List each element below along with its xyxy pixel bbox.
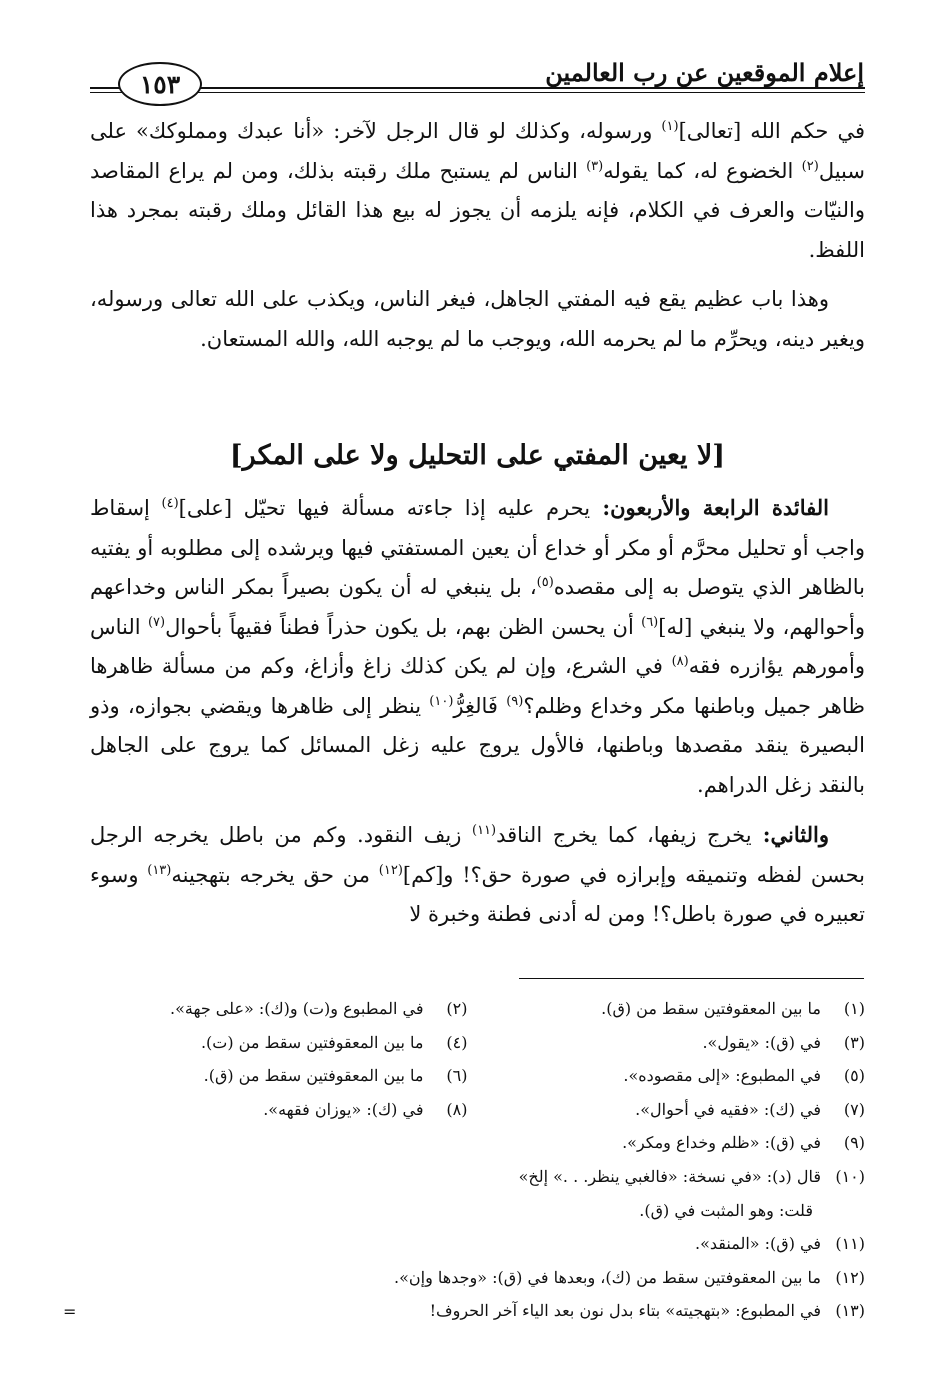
footnote-text: قال (د): «في نسخة: «فالغبي ينظر. . .» إلخ» (518, 1166, 821, 1186)
footnote (468, 992, 866, 1026)
footnote-number: (١٣) (835, 1301, 865, 1321)
footnote-text: ما بين المعقوفتين سقط من (ك)، وبعدها في (ق): «وجدها وإن». (394, 1267, 821, 1287)
header-rule (90, 87, 865, 93)
text-run: ينظر إلى ظاهرها ويقضي بجوازه، وذو البصيرة ينقد مقصدها وباطنها، فالأول يروج عليه زغل المسائل كما يروج على الجاهل بالنقد زغل الدراهم. (90, 693, 865, 797)
lead-phrase: الفائدة الرابعة والأربعون: (590, 495, 829, 520)
text-run: ورسوله، وكذلك لو قال الرجل لآخر: «أنا عبدك ومملوكك» على سبيل (90, 119, 865, 183)
main-text-top (90, 112, 865, 359)
footnote-marker: (٦) (641, 614, 659, 630)
footnote-separator (519, 978, 864, 979)
paragraph (90, 280, 865, 359)
footnote-row (70, 992, 865, 1026)
margin-mark: = (63, 1302, 77, 1321)
footnote-number: (١) (843, 999, 865, 1018)
text-run: إسقاط واجب أو تحليل محرَّم أو مكر أو خداع أن يعين المستفتي فيها ويرشده إلى مطلوبه أو يفتيه بالظاهر الذي يتوصل به إلى مقصده (90, 496, 865, 599)
footnote-text: في (ق): «المنقد». (695, 1234, 821, 1254)
footnote-marker: (٢) (801, 158, 819, 174)
footnote-number: (٩) (843, 1133, 865, 1153)
section-heading: [لا يعين المفتي على التحليل ولا على المكر] (229, 440, 726, 471)
footnote-row (70, 1059, 865, 1093)
footnote-number: (٦) (446, 1066, 468, 1086)
footnote (70, 1227, 865, 1261)
footnote-row (70, 1093, 865, 1127)
text-run: وهذا باب عظيم يقع فيه المفتي الجاهل، فيغر الناس، ويكذب على الله تعالى ورسوله، ويغير دينه، ويحرِّم ما لم يحرمه الله، ويوجب ما لم يوجبه الله، والله المستعان. (90, 287, 865, 351)
footnote-marker: (١٣) (147, 862, 172, 878)
footnote (70, 992, 468, 1026)
footnote (70, 1194, 865, 1228)
footnote (70, 1126, 865, 1160)
footnotes (70, 992, 865, 1328)
footnote-text: في (ق): «يقول». (702, 1032, 821, 1052)
footnote-number: (٥) (843, 1066, 865, 1086)
footnote (468, 1059, 866, 1093)
text-run: وسوء تعبيره في صورة باطل؟! ومن له أدنى فطنة وخبرة لا (90, 862, 865, 926)
running-header-title: إعلام الموقعين عن رب العالمين (545, 58, 864, 87)
footnote-number: (٢) (446, 999, 468, 1018)
paragraph (90, 488, 865, 805)
footnote-number: (١٢) (835, 1267, 865, 1287)
paragraph (90, 112, 865, 270)
footnote (70, 1026, 468, 1060)
text-run: ، بل ينبغي له أن يكون بصيراً بمكر الناس وخداعهم وأحوالهم، ولا ينبغي [له] (90, 575, 866, 639)
footnote-marker: (٤) (161, 496, 179, 511)
footnote (70, 1294, 865, 1328)
footnote (468, 1026, 866, 1060)
footnote-number: (١٠) (835, 1166, 865, 1186)
footnote-text: ما بين المعقوفتين سقط من (ت). (200, 1032, 424, 1052)
footnote-number: (٤) (446, 1032, 468, 1052)
lead-phrase: والثاني: (751, 822, 829, 847)
footnote-marker: (١٠) (429, 693, 454, 709)
footnote-marker: (٨) (671, 654, 689, 669)
footnote-marker: (١٢) (378, 862, 403, 878)
text-run: يخرج زيفها، كما يخرج الناقد (496, 823, 752, 847)
text-run: الناس لم يستبح ملك رقبته بذلك، ومن لم يراع المقاصد والنيّات والعرف في الكلام، فإنه يلزمه أن يجوز له بيع هذا القائل وملك رقبته بمجرد هذا اللفظ. (90, 158, 865, 262)
footnote-text: في (ك): «يوزان فقهه». (263, 1099, 424, 1119)
footnote-text: في المطبوع: «بتهجيته» بتاء بدل نون بعد الياء آخر الحروف! (429, 1301, 821, 1321)
paragraph (90, 815, 865, 935)
footnote-marker: (٩) (506, 693, 524, 709)
footnote-marker: (١١) (472, 823, 497, 838)
footnote-marker: (٣) (586, 158, 604, 174)
footnote-marker: (٥) (536, 575, 554, 590)
footnote-number: (١١) (835, 1234, 865, 1254)
text-run: فَالغِرُّ (453, 693, 507, 718)
text-run: الناس وأمورهم يؤازره فقه (90, 614, 865, 678)
footnote (70, 1160, 865, 1194)
footnote-number: (٨) (446, 1099, 468, 1119)
footnote-number: (٣) (843, 1032, 865, 1052)
main-text-bottom (90, 488, 865, 935)
footnote-text: في (ق): «ظلم وخداع ومكر». (622, 1133, 821, 1153)
footnote (70, 1093, 468, 1127)
footnote-number: (٧) (843, 1099, 865, 1119)
footnote-text: في (ك): «فقيه في أحوال». (635, 1099, 821, 1119)
footnote (70, 1059, 468, 1093)
footnote-marker: (٧) (147, 614, 166, 630)
text-run: يحرم عليه إذا جاءته مسألة فيها تحيّل [على] (178, 496, 591, 520)
text-run: في الشرع، وإن لم يكن كذلك زاغ وأزاغ، وكم من مسألة ظاهرها ظاهر جميل وباطنها مكر وخداع وظلم؟ (90, 654, 865, 718)
footnote-marker: (١) (661, 119, 679, 134)
page-number-badge: ١٥٣ (118, 62, 202, 106)
footnote (468, 1093, 866, 1127)
text-run: الخضوع له، كما يقوله (603, 158, 802, 183)
footnote (70, 1261, 865, 1295)
text-run: في حكم الله [تعالى] (678, 119, 865, 143)
text-run: أن يحسن الظن بهم، بل يكون حذراً فطناً فقيهاً بأحوال (165, 614, 642, 639)
footnote-text: ما بين المعقوفتين سقط من (ق). (601, 999, 821, 1018)
footnote-text: في المطبوع و(ت) و(ك): «على جهة». (170, 999, 424, 1018)
footnote-text: في المطبوع: «إلى مقصوده». (623, 1066, 821, 1086)
text-run: زيف النقود. وكم من باطل يخرجه الرجل بحسن لفظه وتنميقه وإبرازه في صورة حق؟! و[كم] (90, 823, 866, 887)
footnote-text: ما بين المعقوفتين سقط من (ق). (203, 1066, 424, 1086)
text-run: من حق يخرجه بتهجينه (171, 862, 379, 887)
footnote-row (70, 1026, 865, 1060)
footnote-text: قلت: وهو المثبت في (ق). (639, 1200, 813, 1220)
